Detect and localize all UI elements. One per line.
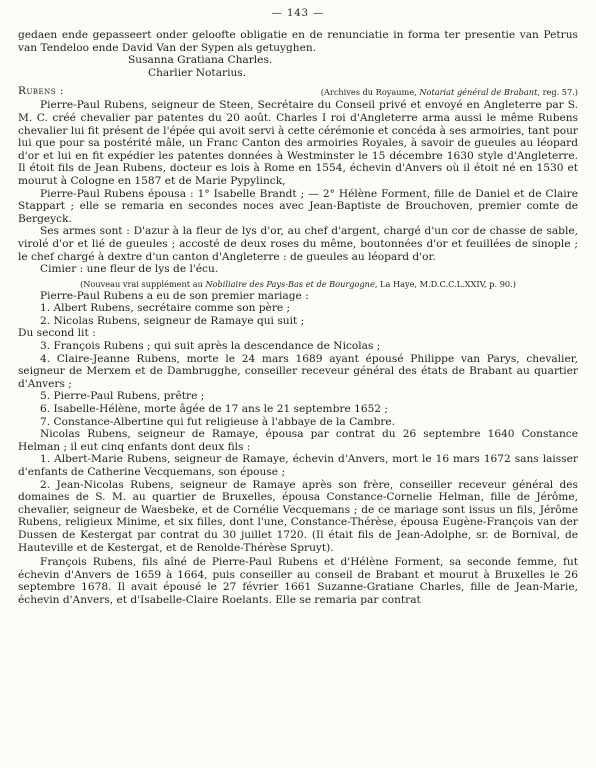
supplement-note-title: Nobiliaire des Pays-Bas et de Bourgogne: [205, 278, 375, 289]
child-item: 6. Isabelle-Hélène, morte âgée de 17 ans le 21 septembre 1652 ;: [40, 403, 388, 416]
section-heading-row: [18, 85, 578, 97]
nicolas-child-item: 1. Albert-Marie Rubens, seigneur de Ramaye, échevin d'Anvers, mort le 16 mars 1672 sans laisser d'enfants de Catherine Vecquemans, son épouse ;: [18, 453, 578, 478]
signature-notary: Charlier Notarius.: [148, 66, 247, 79]
paragraph-arms: Ses armes sont : D'azur à la fleur de lys d'or, au chef d'argent, chargé d'un cor de chasse de sable, virolé d'or et lié de gueules ; accosté de deux roses du même, boutonnées d'or et feuillées de sinople ; le chef chargé à dextre d'un canton d'Angleterre : de gueules au léopard d'or.: [18, 225, 578, 263]
child-item: 2. Nicolas Rubens, seigneur de Ramaye qui suit ;: [40, 314, 305, 327]
child-item: 5. Pierre-Paul Rubens, prêtre ;: [40, 390, 205, 403]
archive-source-pre: (Archives du Royaume,: [320, 87, 420, 98]
supplement-note: [18, 279, 578, 289]
page-number: — 143 —: [271, 8, 325, 19]
paragraph-cimier: Cimier : une fleur de lys de l'écu.: [40, 263, 219, 276]
nicolas-intro: Nicolas Rubens, seigneur de Ramaye, épousa par contrat du 26 septembre 1640 Constance Helman ; il eut cinq enfants dont deux fils :: [18, 428, 578, 453]
child-item: 1. Albert Rubens, secrétaire comme son père ;: [40, 302, 291, 315]
children-intro: Pierre-Paul Rubens a eu de son premier mariage :: [40, 289, 309, 302]
child-item: 4. Claire-Jeanne Rubens, morte le 24 mars 1689 ayant épousé Philippe van Parys, chevalier, seigneur de Merxem et de Dambrugghe, conseiller receveur général des états de Brabant au quartier d'Anvers ;: [18, 352, 578, 390]
intro-text: gedaen ende gepasseert onder geloofte obligatie en de renunciatie in forma ter presentie van Petrus van Tendeloo ende David Van der Sypen als getuyghen.: [18, 29, 578, 54]
nicolas-child-item: 2. Jean-Nicolas Rubens, seigneur de Ramaye après son frère, conseiller receveur général des domaines de S. M. au quartier de Bruxelles, épousa Constance-Cornelie Helman, fille de Jérôme, chevalier, seigneur de Waesbeke, et de Cornélie Vecquemans ; de ce mariage sont issus un fils, Jérôme Rubens, religieux Minime, et six filles, dont l'une, Constance-Thérèse, épousa Eugène-François van der Dussen de Kestergat par contrat du 30 juillet 1720. (Il était fils de Jean-Adolphe, sr. de Bornival, de Hauteville et de Kestergat, et de Renolde-Thérèse Spruyt).: [18, 478, 578, 554]
child-item: 7. Constance-Albertine qui fut religieuse à l'abbaye de la Cambre.: [40, 415, 396, 428]
paragraph-marriages: Pierre-Paul Rubens épousa : 1° Isabelle Brandt ; — 2° Hélène Forment, fille de Daniel et de Claire Stappart ; elle se remaria en secondes noces avec Jean-Baptiste de Brouchoven, premier comte de Bergeyck.: [18, 187, 578, 225]
paragraph-rubens-bio: Pierre-Paul Rubens, seigneur de Steen, Secrétaire du Conseil privé et envoyé en Angleterre par S. M. C. créé chevalier par patentes du 20 août. Charles I roi d'Angleterre arma aussi le même Rubens chevalier lui fit présent de l'épée qui avoit servi à cette cérémonie et concéda à ses armoiries, tant pour lui que pour sa postérité mâle, un Franc Canton des armoiries Royales, à savoir de gueules au léopard d'or et lui en fit expédier les patentes données à Westminster le 15 décembre 1630 style d'Angleterre. Il étoit fils de Jean Rubens, docteur es lois à Rome en 1554, échevin d'Anvers où il étoit né en 1530 et mourut à Cologne en 1587 et de Marie Pypylinck,: [18, 99, 578, 187]
archive-source: [321, 87, 578, 97]
section-heading: Rubens :: [18, 85, 64, 98]
supplement-note-pre: (Nouveau vrai supplément au: [80, 278, 206, 289]
paragraph-francois: François Rubens, fils aîné de Pierre-Paul Rubens et d'Hélène Forment, sa seconde femme, fut échevin d'Anvers de 1659 à 1664, puis conseiller au conseil de Brabant et mourut à Bruxelles le 26 septembre 1678. Il avait épousé le 27 février 1661 Suzanne-Gratiane Charles, fille de Jean-Marie, échevin d'Anvers, et d'Isabelle-Claire Roelants. Elle se remaria par contrat: [18, 556, 578, 606]
archive-source-title: Notariat général de Brabant: [419, 87, 538, 98]
child-item: 3. François Rubens ; qui suit après la descendance de Nicolas ;: [40, 340, 381, 353]
archive-source-post: , reg. 57.): [537, 87, 578, 98]
signature-susanna: Susanna Gratiana Charles.: [128, 54, 273, 67]
supplement-note-post: , La Haye, M.D.C.C.L.XXIV, p. 90.): [374, 278, 516, 289]
second-marriage-label: Du second lit :: [18, 327, 96, 340]
